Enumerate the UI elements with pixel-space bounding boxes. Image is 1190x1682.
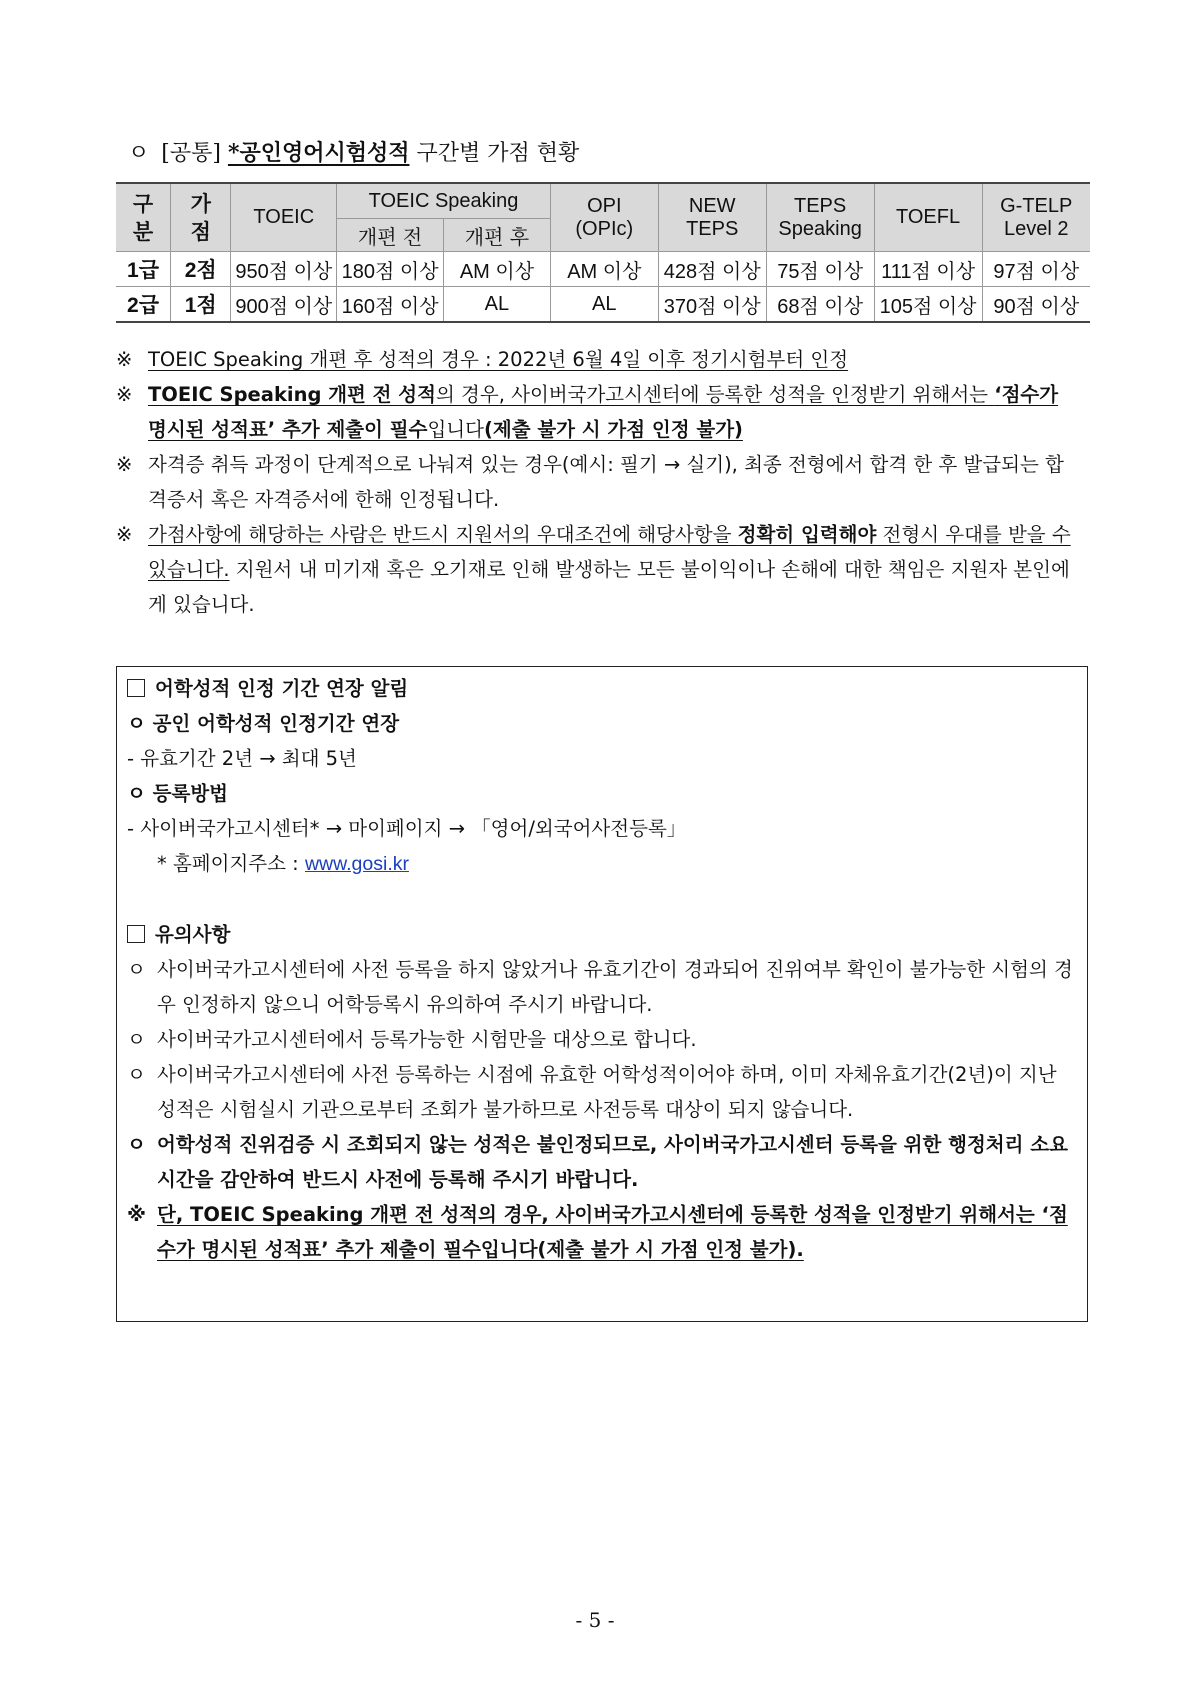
cell-newteps: 370점 이상 [658,287,766,323]
homepage-label: * 홈페이지주소 : [157,852,299,875]
col-gtelp [982,183,1090,252]
col-toefl: TOEFL [874,183,982,252]
caution-4 [127,1127,1077,1197]
note-4-text2: 전형시 우대를 받을 수 있습니다. [148,523,1071,581]
note-mark: ※ [127,1203,146,1226]
cell-grade: 2급 [116,287,171,323]
note-mark: ※ [116,523,133,546]
opi-line1: OPI [587,194,622,217]
notes-section [116,342,1076,622]
caution-1 [127,952,1077,1022]
box-title-1-text: 어학성적 인정 기간 연장 알림 [155,677,409,700]
score-table [116,182,1090,323]
note-4 [116,517,1076,622]
note-mark: ※ [116,348,133,371]
box-sub-1-text: 공인 어학성적 인정기간 연장 [152,712,400,735]
heading-bullet: ㅇ [128,141,150,166]
caution-1-text: 사이버국가고시센터에 사전 등록을 하지 않았거나 유효기간이 경과되어 진위여부 확인이 불가능한 시험의 경우 인정하지 않으니 어학등록시 유의하여 주시기 바랍니다. [157,958,1073,1016]
tepss-line2: Speaking [778,217,862,240]
cell-gtelp: 97점 이상 [982,252,1090,287]
heading-prefix: [공통] [161,141,221,166]
caution-3 [127,1057,1077,1127]
table-header-row [116,183,1090,219]
cell-teps-speaking: 75점 이상 [766,252,874,287]
page-number: - 5 - [575,1608,615,1632]
note-2-text2: 입니다 [427,418,484,441]
box-homepage [127,846,1077,882]
gtelp-line1: G-TELP [1000,194,1073,217]
cell-ts-before: 160점 이상 [337,287,444,323]
homepage-link[interactable]: www.gosi.kr [304,853,409,875]
box-title-2-text: 유의사항 [155,923,231,946]
spacer [127,882,1077,917]
note-3-text: 자격증 취득 과정이 단계적으로 나눠져 있는 경우(예시: 필기 → 실기), 최종 전형에서 합격 한 후 발급되는 합격증서 혹은 자격증서에 한해 인정됩니다. [148,453,1064,511]
cell-ts-after: AL [444,287,551,323]
note-3 [116,447,1076,517]
cell-points: 1점 [171,287,231,323]
col-opi [550,183,658,252]
box-sub-1 [127,706,1077,741]
note-mark: ※ [116,383,133,406]
cell-opi: AM 이상 [550,252,658,287]
note-2 [116,377,1076,447]
box-title-2 [127,917,1077,952]
cell-toeic: 900점 이상 [231,287,337,323]
checkbox-icon [127,679,145,697]
caution-5 [127,1197,1077,1267]
caution-3-text: 사이버국가고시센터에 사전 등록하는 시점에 유효한 어학성적이어야 하며, 이미 자체유효기간(2년)이 지난 성적은 시험실시 기관으로부터 조회가 불가하므로 사전등록 대상이 되지 않습니다. [157,1063,1057,1121]
col-teps-speaking [766,183,874,252]
caution-2-text: 사이버국가고시센터에서 등록가능한 시험만을 대상으로 합니다. [157,1028,697,1051]
checkbox-icon [127,925,145,943]
note-1-text: TOEIC Speaking 개편 후 성적의 경우 : 2022년 6월 4일 이후 정기시험부터 인정 [148,348,849,371]
note-mark: ※ [116,453,133,476]
bullet: ㅇ [127,1063,146,1086]
box-sub-2 [127,776,1077,811]
box-path: - 사이버국가고시센터* → 마이페이지 → 「영어/외국어사전등록」 [127,817,687,840]
newteps-line2: TEPS [686,217,739,240]
cell-newteps: 428점 이상 [658,252,766,287]
cell-toefl: 111점 이상 [874,252,982,287]
cell-ts-before: 180점 이상 [337,252,444,287]
col-toeic: TOEIC [231,183,337,252]
section-heading [128,136,579,167]
bullet: ㅇ [127,1028,146,1051]
newteps-line1: NEW [688,194,736,217]
note-2-text: 의 경우, 사이버국가고시센터에 등록한 성적을 인정받기 위해서는 [436,383,995,406]
note-2-paren: (제출 불가 시 가점 인정 불가) [483,418,743,441]
tepss-line1: TEPS [794,194,847,217]
caution-4-text: 어학성적 진위검증 시 조회되지 않는 성적은 불인정되므로, 사이버국가고시센터 등록을 위한 행정처리 소요 시간을 감안하여 반드시 사전에 등록해 주시기 바랍니다. [157,1133,1068,1191]
box-validity: - 유효기간 2년 → 최대 5년 [127,747,357,770]
col-toeic-speaking: TOEIC Speaking [337,183,551,219]
cell-toeic: 950점 이상 [231,252,337,287]
cell-gtelp: 90점 이상 [982,287,1090,323]
col-after: 개편 후 [444,219,551,252]
box-sub-2-text: 등록방법 [152,782,228,805]
heading-underlined: *공인영어시험성적 [227,140,410,166]
bullet: ㅇ [127,958,146,981]
cell-points: 2점 [171,252,231,287]
caution-5-text: 단, TOEIC Speaking 개편 전 성적의 경우, 사이버국가고시센터에 등록한 성적을 인정받기 위해서는 ‘점수가 명시된 성적표’ 추가 제출이 필수입니다(제출 불가 시 가점 인정 불가). [157,1203,1068,1261]
table-row [116,252,1090,287]
note-2-strong: TOEIC Speaking 개편 전 성적 [148,383,436,406]
heading-suffix: 구간별 가점 현황 [416,141,580,166]
col-newteps [658,183,766,252]
col-gajeom: 가 점 [171,183,231,252]
cell-teps-speaking: 68점 이상 [766,287,874,323]
box-title-1 [127,671,1077,706]
col-before: 개편 전 [337,219,444,252]
col-gubun: 구 분 [116,183,171,252]
cell-toefl: 105점 이상 [874,287,982,323]
table-row [116,287,1090,323]
note-2-strong2: ‘점수가 명시된 성적표’ 추가 제출이 필수 [148,383,1059,441]
opi-line2: (OPIc) [575,217,634,240]
note-4-strong: 정확히 입력해야 [737,523,877,546]
cell-ts-after: AM 이상 [444,252,551,287]
caution-2 [127,1022,1077,1057]
note-4-text3: 지원서 내 미기재 혹은 오기재로 인해 발생하는 모든 불이익이나 손해에 대한 책임은 지원자 본인에게 있습니다. [148,558,1070,616]
cell-grade: 1급 [116,252,171,287]
info-box [116,666,1088,1322]
gtelp-line2: Level 2 [1004,217,1069,240]
cell-opi: AL [550,287,658,323]
note-1 [116,342,1076,377]
note-4-text: 가점사항에 해당하는 사람은 반드시 지원서의 우대조건에 해당사항을 [148,523,738,546]
bullet: ㅇ [127,1133,146,1156]
bullet: ㅇ [127,782,146,805]
bullet: ㅇ [127,712,146,735]
